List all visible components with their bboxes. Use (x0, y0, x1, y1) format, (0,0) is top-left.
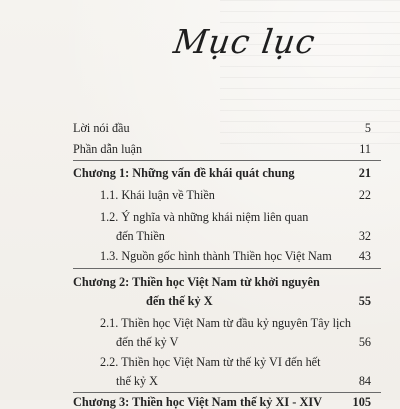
toc-entry-page: 5 (364, 121, 371, 135)
toc-section-page: 22 (358, 188, 371, 202)
toc-section-page: 43 (358, 249, 371, 263)
toc-chapter-page: 55 (358, 294, 371, 308)
toc-section-label-continued: đến Thiền (116, 229, 165, 243)
toc-section-2-1 (73, 316, 381, 349)
section-divider (73, 268, 381, 269)
toc-section-label: 1.1. Khái luận về Thiền (100, 188, 215, 202)
toc-chapter-3 (73, 395, 381, 409)
toc-chapter-label-continued: đến thế kỷ X (146, 294, 213, 308)
section-divider (73, 160, 381, 161)
toc-section-2-2 (73, 355, 381, 388)
toc-entry-label: Phần dẫn luận (73, 142, 143, 156)
toc-section-label-continued: thế kỷ X (116, 374, 158, 388)
toc-entry-preface (73, 121, 381, 135)
toc-entry-label: Lời nói đầu (73, 121, 130, 135)
toc-chapter-page: 21 (358, 166, 371, 180)
page-title: Mục lục (171, 22, 319, 61)
toc-entry-page: 11 (359, 142, 371, 156)
toc-section-label: 2.1. Thiền học Việt Nam từ đầu kỷ nguyên Tây lịch (100, 316, 351, 330)
section-divider (73, 392, 381, 393)
toc-section-page: 32 (358, 229, 371, 243)
toc-entry-introduction (73, 142, 381, 156)
toc-section-1-1 (73, 188, 381, 202)
toc-section-label: 2.2. Thiền học Việt Nam từ thế kỷ VI đến hết (100, 355, 321, 369)
toc-chapter-label: Chương 2: Thiền học Việt Nam từ khởi nguyên (73, 275, 320, 289)
toc-section-1-3 (73, 249, 381, 263)
toc-chapter-1 (73, 166, 381, 180)
toc-chapter-label: Chương 1: Những vấn đề khái quát chung (73, 166, 295, 180)
toc-section-label: 1.2. Ý nghĩa và những khái niệm liên quan (100, 210, 309, 224)
toc-section-page: 56 (358, 335, 371, 349)
toc-section-page: 84 (358, 374, 371, 388)
toc-section-label-continued: đến thế kỷ V (116, 335, 179, 349)
toc-chapter-2 (73, 275, 381, 308)
toc-section-1-2 (73, 210, 381, 243)
toc-chapter-label: Chương 3: Thiền học Việt Nam thế kỷ XI - XIV (73, 395, 322, 409)
toc-chapter-page: 105 (352, 395, 371, 409)
toc-section-label: 1.3. Nguồn gốc hình thành Thiền học Việt Nam (100, 249, 332, 263)
